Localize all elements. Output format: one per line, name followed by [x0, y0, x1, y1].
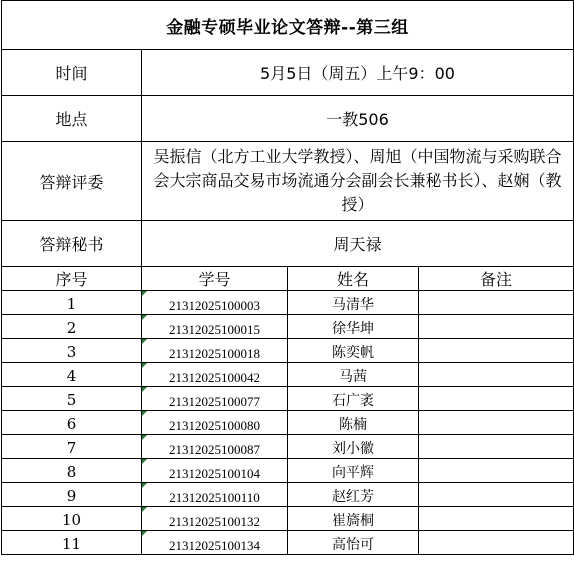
number-as-text-marker-icon	[142, 363, 147, 368]
row-student-id-text: 21312025100015	[169, 322, 260, 337]
row-note[interactable]	[419, 459, 574, 483]
table-row	[2, 363, 574, 387]
time-label[interactable]: 时间	[2, 50, 142, 96]
number-as-text-marker-icon	[142, 411, 147, 416]
row-student-id-text: 21312025100080	[169, 418, 260, 433]
row-student-id-text: 21312025100104	[169, 466, 260, 481]
row-seq[interactable]: 8	[2, 459, 142, 483]
table-row	[2, 387, 574, 411]
table-row	[2, 483, 574, 507]
row-student-id-text: 21312025100077	[169, 394, 260, 409]
row-student-id[interactable]	[142, 315, 288, 339]
number-as-text-marker-icon	[142, 507, 147, 512]
row-note[interactable]	[419, 531, 574, 555]
number-as-text-marker-icon	[142, 291, 147, 296]
row-note[interactable]	[419, 483, 574, 507]
secretary-value[interactable]: 周天禄	[142, 221, 574, 267]
row-student-id[interactable]	[142, 531, 288, 555]
row-student-id-text: 21312025100110	[169, 490, 260, 505]
row-seq[interactable]: 1	[2, 291, 142, 315]
row-student-id-text: 21312025100042	[169, 370, 260, 385]
row-seq[interactable]: 11	[2, 531, 142, 555]
row-name[interactable]: 崔旖桐	[288, 507, 419, 531]
header-student-id[interactable]: 学号	[142, 267, 288, 291]
place-row	[2, 96, 574, 142]
row-name[interactable]: 刘小徽	[288, 435, 419, 459]
row-student-id[interactable]	[142, 363, 288, 387]
header-seq[interactable]: 序号	[2, 267, 142, 291]
number-as-text-marker-icon	[142, 483, 147, 488]
table-row	[2, 315, 574, 339]
number-as-text-marker-icon	[142, 387, 147, 392]
row-name[interactable]: 赵红芳	[288, 483, 419, 507]
row-note[interactable]	[419, 387, 574, 411]
row-student-id[interactable]	[142, 435, 288, 459]
row-seq[interactable]: 5	[2, 387, 142, 411]
row-seq[interactable]: 9	[2, 483, 142, 507]
number-as-text-marker-icon	[142, 339, 147, 344]
row-name[interactable]: 陈奕帆	[288, 339, 419, 363]
row-note[interactable]	[419, 435, 574, 459]
row-note[interactable]	[419, 363, 574, 387]
row-seq[interactable]: 7	[2, 435, 142, 459]
row-student-id[interactable]	[142, 459, 288, 483]
header-name[interactable]: 姓名	[288, 267, 419, 291]
row-seq[interactable]: 4	[2, 363, 142, 387]
place-label[interactable]: 地点	[2, 96, 142, 142]
row-student-id[interactable]	[142, 291, 288, 315]
defense-schedule-table	[1, 0, 574, 555]
number-as-text-marker-icon	[142, 435, 147, 440]
row-student-id[interactable]	[142, 339, 288, 363]
row-seq[interactable]: 6	[2, 411, 142, 435]
row-note[interactable]	[419, 507, 574, 531]
number-as-text-marker-icon	[142, 459, 147, 464]
number-as-text-marker-icon	[142, 315, 147, 320]
row-seq[interactable]: 2	[2, 315, 142, 339]
row-student-id-text: 21312025100134	[169, 538, 260, 553]
page-title[interactable]: 金融专硕毕业论文答辩--第三组	[2, 1, 574, 50]
row-student-id-text: 21312025100087	[169, 442, 260, 457]
row-student-id-text: 21312025100132	[169, 514, 260, 529]
secretary-label[interactable]: 答辩秘书	[2, 221, 142, 267]
number-as-text-marker-icon	[142, 531, 147, 536]
row-seq[interactable]: 10	[2, 507, 142, 531]
row-student-id-text: 21312025100003	[169, 298, 260, 313]
committee-row	[2, 142, 574, 221]
place-value[interactable]: 一教506	[142, 96, 574, 142]
row-student-id[interactable]	[142, 411, 288, 435]
row-name[interactable]: 向平辉	[288, 459, 419, 483]
row-name[interactable]: 马清华	[288, 291, 419, 315]
row-student-id[interactable]	[142, 483, 288, 507]
row-name[interactable]: 徐华坤	[288, 315, 419, 339]
committee-value[interactable]: 吴振信（北方工业大学教授）、周旭（中国物流与采购联合会大宗商品交易市场流通分会副会长兼秘书长）、赵娴（教授）	[142, 142, 574, 221]
column-header-row	[2, 267, 574, 291]
row-name[interactable]: 陈楠	[288, 411, 419, 435]
row-seq[interactable]: 3	[2, 339, 142, 363]
secretary-row	[2, 221, 574, 267]
row-note[interactable]	[419, 315, 574, 339]
table-row	[2, 435, 574, 459]
title-row	[2, 1, 574, 50]
table-row	[2, 291, 574, 315]
time-row	[2, 50, 574, 96]
table-row	[2, 339, 574, 363]
row-student-id[interactable]	[142, 507, 288, 531]
row-note[interactable]	[419, 339, 574, 363]
row-note[interactable]	[419, 411, 574, 435]
table-row	[2, 411, 574, 435]
table-row	[2, 507, 574, 531]
row-note[interactable]	[419, 291, 574, 315]
row-name[interactable]: 马茜	[288, 363, 419, 387]
row-student-id[interactable]	[142, 387, 288, 411]
row-student-id-text: 21312025100018	[169, 346, 260, 361]
committee-label[interactable]: 答辩评委	[2, 142, 142, 221]
header-note[interactable]: 备注	[419, 267, 574, 291]
table-row	[2, 531, 574, 555]
table-row	[2, 459, 574, 483]
time-value[interactable]: 5月5日（周五）上午9：00	[142, 50, 574, 96]
row-name[interactable]: 高怡可	[288, 531, 419, 555]
row-name[interactable]: 石广袤	[288, 387, 419, 411]
